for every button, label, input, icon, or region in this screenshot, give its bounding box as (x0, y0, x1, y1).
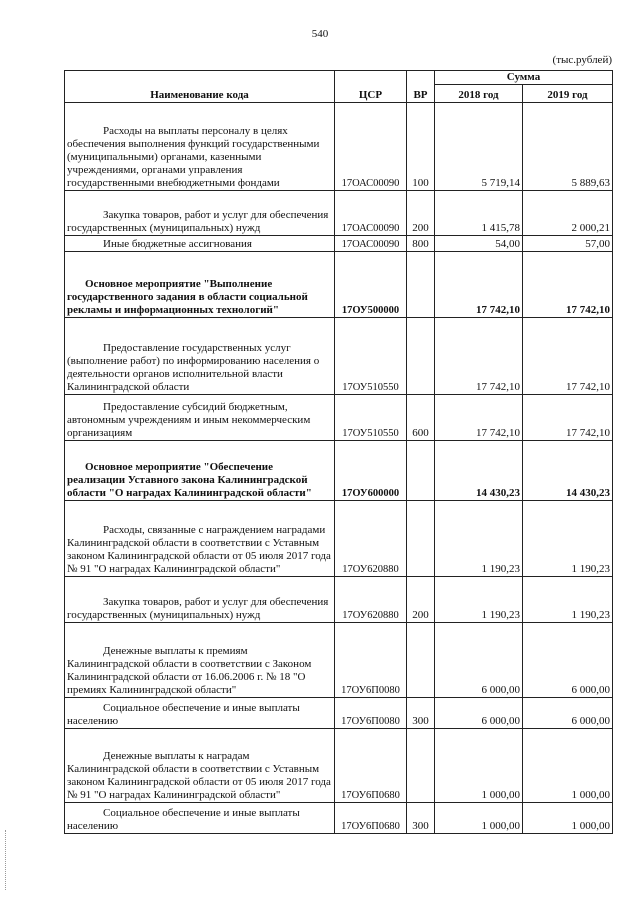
row-2019: 1 190,23 (523, 577, 613, 623)
row-name: Иные бюджетные ассигнования (103, 238, 252, 250)
row-2018: 17 742,10 (435, 252, 523, 318)
table-row (65, 318, 613, 395)
row-2019: 6 000,00 (523, 698, 613, 729)
row-csr: 17ОУ510550 (335, 318, 407, 395)
row-csr: 17ОАС00090 (335, 236, 407, 252)
row-name: Предоставление субсидий бюджетным, автономным учреждениям и иным некоммерческим организациям (67, 401, 311, 439)
table-row (65, 729, 613, 803)
header-csr: ЦСР (335, 71, 407, 103)
row-2019: 1 000,00 (523, 803, 613, 834)
row-csr: 17ОУ620880 (335, 501, 407, 577)
row-name: Закупка товаров, работ и услуг для обеспечения государственных (муниципальных) нужд (67, 209, 329, 234)
row-2018: 17 742,10 (435, 395, 523, 441)
row-2018: 6 000,00 (435, 698, 523, 729)
row-name: Основное мероприятие "Выполнение государственного задания в области социальной рекламы и информационных технологий" (67, 278, 308, 316)
row-vr: 200 (407, 577, 435, 623)
page-number: 540 (311, 28, 329, 40)
row-name: Основное мероприятие "Обеспечение реализации Уставного закона Калининградской области "О наградах Калининградской области" (67, 461, 312, 499)
row-2018: 14 430,23 (435, 441, 523, 501)
table-row (65, 252, 613, 318)
row-vr: 200 (407, 191, 435, 236)
row-vr (407, 441, 435, 501)
row-csr: 17ОУ6П0080 (335, 623, 407, 698)
row-2019: 2 000,21 (523, 191, 613, 236)
row-name: Расходы на выплаты персоналу в целях обеспечения выполнения функций государственными (муниципальными) органами, казенными учреждениями, органами управления государственными внебюджетными фондами (67, 125, 320, 189)
row-2019: 17 742,10 (523, 395, 613, 441)
row-2019: 17 742,10 (523, 318, 613, 395)
table-row (65, 623, 613, 698)
row-name: Расходы, связанные с награждением наградами Калининградской области в соответствии с Уставным законом Калининградской области от 05 июля 2017 года № 91 "О наградах Калининградской области" (67, 524, 331, 575)
row-name: Социальное обеспечение и иные выплаты населению (67, 807, 300, 832)
row-2018: 1 415,78 (435, 191, 523, 236)
row-vr (407, 252, 435, 318)
row-2019: 1 190,23 (523, 501, 613, 577)
margin-line (5, 830, 7, 890)
row-csr: 17ОАС00090 (335, 103, 407, 191)
row-csr: 17ОУ620880 (335, 577, 407, 623)
row-2019: 6 000,00 (523, 623, 613, 698)
row-name: Предоставление государственных услуг (выполнение работ) по информированию населения о деятельности органов исполнительной власти Калининградской области (67, 342, 320, 393)
row-2018: 1 000,00 (435, 803, 523, 834)
header-name: Наименование кода (65, 71, 335, 103)
row-vr (407, 729, 435, 803)
header-sum: Сумма (435, 71, 613, 85)
row-vr (407, 623, 435, 698)
row-2018: 6 000,00 (435, 623, 523, 698)
header-2019: 2019 год (523, 85, 613, 103)
row-2018: 1 190,23 (435, 577, 523, 623)
table-row (65, 501, 613, 577)
table-row (65, 395, 613, 441)
table-row (65, 698, 613, 729)
row-csr: 17ОУ510550 (335, 395, 407, 441)
row-2018: 5 719,14 (435, 103, 523, 191)
row-vr: 100 (407, 103, 435, 191)
header-2018: 2018 год (435, 85, 523, 103)
row-csr: 17ОУ500000 (335, 252, 407, 318)
table-row (65, 191, 613, 236)
table-row (65, 803, 613, 834)
row-csr: 17ОАС00090 (335, 191, 407, 236)
row-vr: 300 (407, 803, 435, 834)
row-vr (407, 501, 435, 577)
table-row (65, 441, 613, 501)
row-vr: 300 (407, 698, 435, 729)
row-name: Социальное обеспечение и иные выплаты населению (67, 702, 300, 727)
row-2019: 5 889,63 (523, 103, 613, 191)
units-label: (тыс.рублей) (552, 54, 612, 66)
row-csr: 17ОУ6П0680 (335, 803, 407, 834)
row-2018: 17 742,10 (435, 318, 523, 395)
row-vr: 600 (407, 395, 435, 441)
table-row (65, 577, 613, 623)
row-2019: 1 000,00 (523, 729, 613, 803)
row-2019: 14 430,23 (523, 441, 613, 501)
row-2018: 54,00 (435, 236, 523, 252)
row-name: Денежные выплаты к наградам Калининградской области в соответствии с Уставным законом Калининградской области от 05 июля 2017 года № 91 "О наградах Калининградской области" (67, 750, 331, 801)
header-vr: ВР (407, 71, 435, 103)
table-row (65, 103, 613, 191)
row-csr: 17ОУ6П0680 (335, 729, 407, 803)
row-csr: 17ОУ600000 (335, 441, 407, 501)
row-name: Денежные выплаты к премиям Калининградской области в соответствии с Законом Калининградской области от 16.06.2006 г. № 18 "О премиях Калининградской области" (67, 645, 312, 696)
row-vr: 800 (407, 236, 435, 252)
row-csr: 17ОУ6П0080 (335, 698, 407, 729)
row-name: Закупка товаров, работ и услуг для обеспечения государственных (муниципальных) нужд (67, 596, 329, 621)
row-2019: 17 742,10 (523, 252, 613, 318)
row-2018: 1 000,00 (435, 729, 523, 803)
row-vr (407, 318, 435, 395)
row-2019: 57,00 (523, 236, 613, 252)
row-2018: 1 190,23 (435, 501, 523, 577)
table-row (65, 236, 613, 252)
budget-table (64, 70, 613, 834)
